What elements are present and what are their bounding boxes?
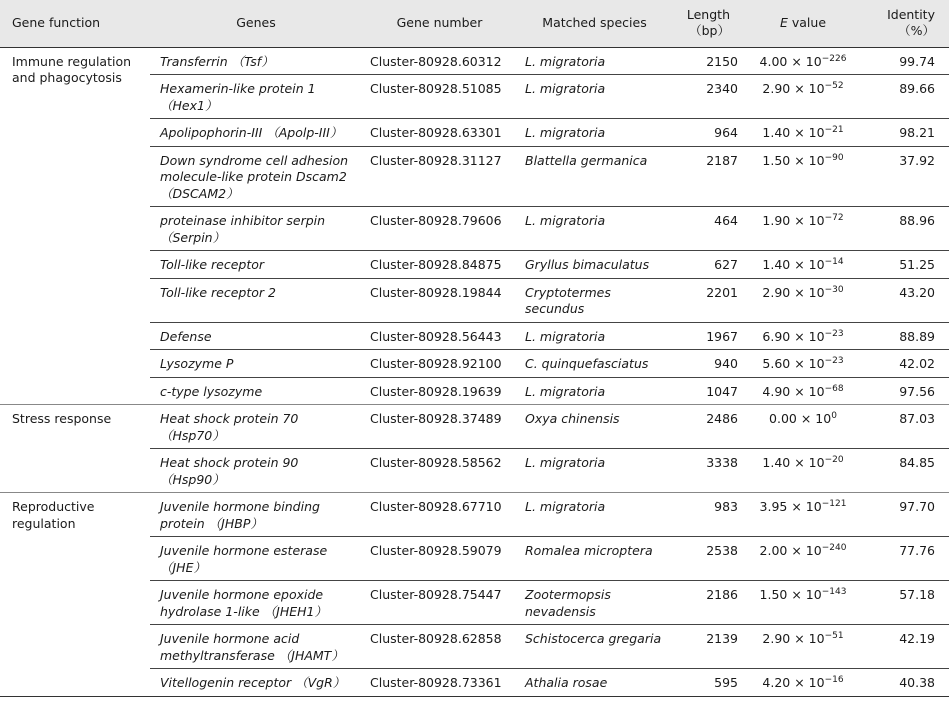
header-identity: [862, 0, 949, 47]
identity-cell: 98.21: [862, 119, 949, 147]
gene-number-cell: Cluster-80928.60312: [362, 47, 517, 75]
e-value-cell: [744, 278, 862, 322]
gene-number-cell: Cluster-80928.58562: [362, 449, 517, 493]
e-value-cell: [744, 625, 862, 669]
e-value-cell: [744, 669, 862, 697]
length-cell: 983: [672, 493, 744, 537]
e-value-cell: [744, 119, 862, 147]
species-cell: L. migratoria: [517, 207, 672, 251]
e-value-mantissa: 2.90 × 10: [762, 81, 825, 96]
e-value-cell: [744, 207, 862, 251]
header-length-label: Length: [686, 7, 730, 23]
identity-cell: 37.92: [862, 146, 949, 207]
length-cell: 2201: [672, 278, 744, 322]
header-identity-label: Identity: [887, 7, 935, 23]
e-value-mantissa: 4.20 × 10: [762, 675, 825, 690]
gene-number-cell: Cluster-80928.79606: [362, 207, 517, 251]
e-value-mantissa: 2.90 × 10: [762, 631, 825, 646]
e-value-cell: [744, 377, 862, 405]
e-value-exponent: −20: [824, 455, 844, 465]
e-value-exponent: −72: [824, 213, 844, 223]
species-cell: L. migratoria: [517, 75, 672, 119]
length-cell: 1967: [672, 322, 744, 350]
species-cell: Athalia rosae: [517, 669, 672, 697]
gene-cell: Juvenile hormone binding protein （JHBP）: [150, 493, 362, 537]
gene-number-cell: Cluster-80928.51085: [362, 75, 517, 119]
e-value-mantissa: 0.00 × 10: [769, 411, 832, 426]
gene-number-cell: Cluster-80928.63301: [362, 119, 517, 147]
identity-cell: 88.96: [862, 207, 949, 251]
gene-number-cell: Cluster-80928.37489: [362, 405, 517, 449]
length-cell: 2150: [672, 47, 744, 75]
species-cell: L. migratoria: [517, 119, 672, 147]
e-value-mantissa: 6.90 × 10: [762, 328, 825, 344]
e-value-cell: [744, 47, 862, 75]
species-cell: C. quinquefasciatus: [517, 350, 672, 378]
length-cell: 964: [672, 119, 744, 147]
identity-cell: 40.38: [862, 669, 949, 697]
gene-function-cell: Immune regulation and phagocytosis: [0, 47, 150, 405]
gene-number-cell: Cluster-80928.84875: [362, 251, 517, 279]
gene-cell: Defense: [150, 322, 362, 350]
length-cell: 1047: [672, 377, 744, 405]
species-cell: Schistocerca gregaria: [517, 625, 672, 669]
species-cell: L. migratoria: [517, 449, 672, 493]
e-value-exponent: −52: [824, 81, 844, 91]
e-value-mantissa: 1.50 × 10: [759, 587, 822, 602]
gene-cell: Toll-like receptor 2: [150, 278, 362, 322]
gene-number-cell: Cluster-80928.31127: [362, 146, 517, 207]
length-cell: 2139: [672, 625, 744, 669]
e-value-mantissa: 1.40 × 10: [762, 455, 825, 470]
header-length-unit: （bp）: [689, 23, 730, 39]
e-value-exponent: −240: [821, 543, 847, 553]
gene-number-cell: Cluster-80928.56443: [362, 322, 517, 350]
length-cell: 2186: [672, 581, 744, 625]
e-value-mantissa: 3.95 × 10: [759, 499, 822, 514]
length-cell: 940: [672, 350, 744, 378]
identity-cell: 42.19: [862, 625, 949, 669]
header-e-value-label: value: [787, 15, 827, 31]
length-cell: 2187: [672, 146, 744, 207]
table-body: [0, 47, 949, 696]
length-cell: 2486: [672, 405, 744, 449]
identity-cell: 89.66: [862, 75, 949, 119]
e-value-cell: [744, 537, 862, 581]
gene-cell: Juvenile hormone esterase（JHE）: [150, 537, 362, 581]
identity-cell: 51.25: [862, 251, 949, 279]
e-value-exponent: −21: [824, 125, 844, 135]
gene-number-cell: Cluster-80928.19844: [362, 278, 517, 322]
identity-cell: 87.03: [862, 405, 949, 449]
length-cell: 2538: [672, 537, 744, 581]
length-cell: 595: [672, 669, 744, 697]
gene-number-cell: Cluster-80928.75447: [362, 581, 517, 625]
e-value-exponent: −90: [824, 152, 844, 163]
length-cell: 464: [672, 207, 744, 251]
gene-cell: Toll-like receptor: [150, 251, 362, 279]
gene-cell: Hexamerin-like protein 1（Hex1）: [150, 75, 362, 119]
e-value-exponent: −68: [824, 383, 844, 394]
identity-cell: 88.89: [862, 322, 949, 350]
e-value-cell: [744, 405, 862, 449]
e-value-cell: [744, 493, 862, 537]
header-row: [0, 0, 949, 47]
gene-cell: Heat shock protein 90（Hsp90）: [150, 449, 362, 493]
gene-number-cell: Cluster-80928.67710: [362, 493, 517, 537]
header-genes: Genes: [150, 0, 362, 47]
e-value-cell: [744, 581, 862, 625]
e-value-mantissa: 4.00 × 10: [759, 53, 822, 69]
header-e-value: [744, 0, 862, 47]
length-cell: 627: [672, 251, 744, 279]
gene-cell: Apolipophorin-III （Apolp-III）: [150, 119, 362, 147]
species-cell: Cryptotermes secundus: [517, 278, 672, 322]
species-cell: Romalea microptera: [517, 537, 672, 581]
species-cell: Zootermopsis nevadensis: [517, 581, 672, 625]
gene-cell: Juvenile hormone acid methyltransferase （JHAMT）: [150, 625, 362, 669]
e-value-mantissa: 1.50 × 10: [762, 152, 825, 168]
gene-cell: Vitellogenin receptor （VgR）: [150, 669, 362, 697]
e-value-cell: [744, 350, 862, 378]
e-value-mantissa: 2.00 × 10: [759, 543, 822, 558]
header-gene-number: Gene number: [362, 0, 517, 47]
gene-number-cell: Cluster-80928.92100: [362, 350, 517, 378]
e-value-mantissa: 1.40 × 10: [762, 257, 825, 272]
e-value-exponent: −16: [824, 675, 844, 685]
identity-cell: 42.02: [862, 350, 949, 378]
table-header: [0, 0, 949, 47]
species-cell: Gryllus bimaculatus: [517, 251, 672, 279]
gene-cell: Transferrin （Tsf）: [150, 47, 362, 75]
gene-cell: Heat shock protein 70（Hsp70）: [150, 405, 362, 449]
header-gene-function: Gene function: [0, 0, 150, 47]
gene-cell: Down syndrome cell adhesion molecule-like protein Dscam2（DSCAM2）: [150, 146, 362, 207]
gene-number-cell: Cluster-80928.73361: [362, 669, 517, 697]
gene-cell: Lysozyme P: [150, 350, 362, 378]
gene-number-cell: Cluster-80928.62858: [362, 625, 517, 669]
e-value-exponent: −14: [824, 257, 844, 267]
e-value-exponent: −23: [824, 356, 844, 366]
e-value-exponent: −30: [824, 284, 844, 295]
e-value-mantissa: 1.40 × 10: [762, 125, 825, 140]
e-value-exponent: −23: [824, 328, 844, 339]
e-value-mantissa: 4.90 × 10: [762, 383, 825, 399]
e-value-exponent: −121: [821, 499, 847, 509]
e-value-exponent: −226: [821, 53, 847, 64]
e-value-mantissa: 5.60 × 10: [762, 356, 825, 371]
identity-cell: 77.76: [862, 537, 949, 581]
identity-cell: 84.85: [862, 449, 949, 493]
header-length: [672, 0, 744, 47]
table-row: [0, 405, 949, 449]
e-value-exponent: −51: [824, 631, 844, 641]
species-cell: L. migratoria: [517, 47, 672, 75]
e-value-mantissa: 1.90 × 10: [762, 213, 825, 228]
length-cell: 3338: [672, 449, 744, 493]
e-value-exponent: 0: [831, 411, 837, 421]
gene-cell: c-type lysozyme: [150, 377, 362, 405]
species-cell: L. migratoria: [517, 322, 672, 350]
e-value-cell: [744, 322, 862, 350]
species-cell: Oxya chinensis: [517, 405, 672, 449]
gene-cell: Juvenile hormone epoxide hydrolase 1-like （JHEH1）: [150, 581, 362, 625]
gene-function-cell: Stress response: [0, 405, 150, 493]
identity-cell: 99.74: [862, 47, 949, 75]
e-value-cell: [744, 449, 862, 493]
e-value-cell: [744, 251, 862, 279]
e-value-exponent: −143: [821, 587, 847, 597]
header-matched-species: Matched species: [517, 0, 672, 47]
e-value-cell: [744, 75, 862, 119]
gene-cell: proteinase inhibitor serpin（Serpin）: [150, 207, 362, 251]
identity-cell: 97.70: [862, 493, 949, 537]
identity-cell: 43.20: [862, 278, 949, 322]
table-row: [0, 47, 949, 75]
identity-cell: 57.18: [862, 581, 949, 625]
species-cell: L. migratoria: [517, 377, 672, 405]
e-value-cell: [744, 146, 862, 207]
length-cell: 2340: [672, 75, 744, 119]
header-identity-unit: （%）: [898, 23, 935, 39]
gene-function-cell: Reproductive regulation: [0, 493, 150, 697]
e-value-mantissa: 2.90 × 10: [762, 284, 825, 300]
header-e-symbol: E: [779, 15, 788, 31]
species-cell: Blattella germanica: [517, 146, 672, 207]
gene-number-cell: Cluster-80928.59079: [362, 537, 517, 581]
gene-number-cell: Cluster-80928.19639: [362, 377, 517, 405]
identity-cell: 97.56: [862, 377, 949, 405]
table-row: [0, 493, 949, 537]
species-cell: L. migratoria: [517, 493, 672, 537]
